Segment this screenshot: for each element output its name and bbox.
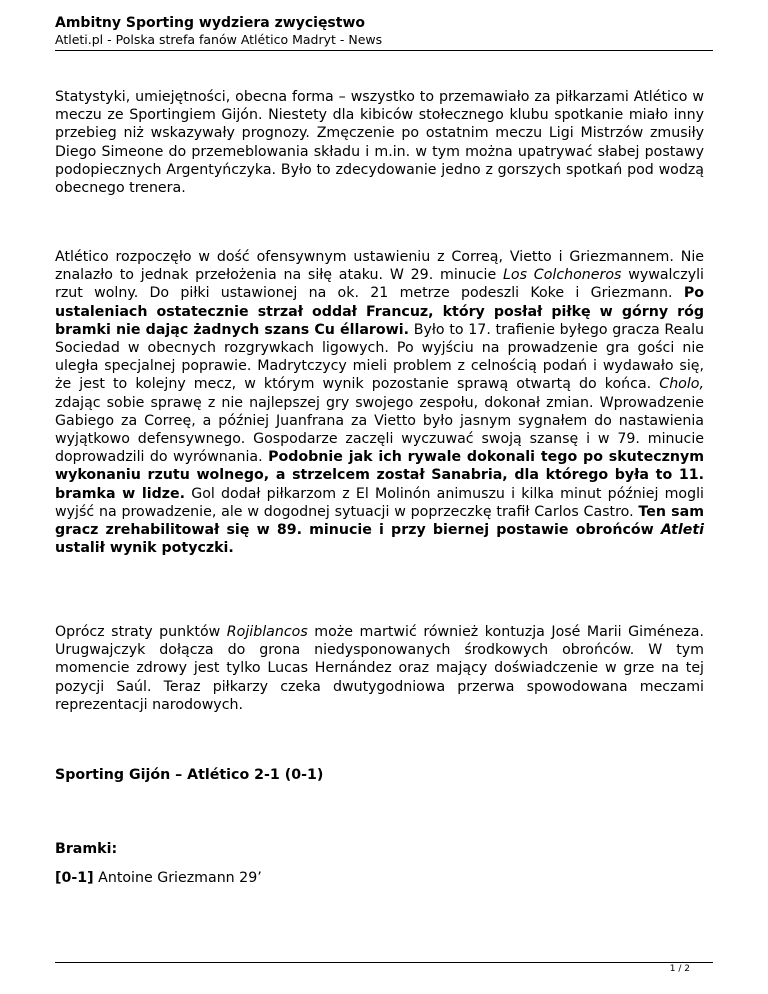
text-segment: wywalczyli rzut wolny. Do piłki ustawionej na ok. 21 metrze podeszli Koke i Griezmann. bbox=[55, 267, 704, 302]
result-text: Sporting Gijón – Atlético 2-1 (0-1) bbox=[55, 767, 324, 783]
article-body bbox=[55, 88, 705, 886]
paragraph-match-report bbox=[55, 248, 704, 557]
bold-segment: Po ustaleniach ostatecznie strzał oddał Francuz, który posłał piłkę w górny róg bramki nie dając żadnych szans Cu éllarowi. bbox=[55, 285, 704, 338]
italic-segment: Atleti bbox=[660, 522, 704, 539]
goals-heading bbox=[55, 840, 704, 858]
italic-segment: Rojiblancos bbox=[226, 624, 308, 640]
text-segment: Było to 17. trafienie byłego gracza Realu Sociedad w obecnych rozgrywkach ligowych. Po wyjściu na prowadzenie gra gości nie uległa specjalnej poprawie. Madrytczycy mieli problem z celnością podań i wydawało się, że jest to kolejny mecz, w którym wynik pozostanie sprawą otwartą do końca. bbox=[55, 321, 705, 393]
site-subtitle: Atleti.pl - Polska strefa fanów Atlético Madryt - News bbox=[55, 32, 383, 47]
goal-scorer: Antoine Griezmann 29’ bbox=[93, 870, 262, 886]
text-segment: zdając sobie sprawę z nie najlepszej gry swojego zespołu, dokonał zmian. Wprowadzenie Gabiego za Correę, a później Juanfrana za Vietto było jasnym sygnałem do nastawienia wyjątkowo defensywnego. Gospodarze zaczęli wyczuwać swoją szansę i w 79. minucie doprowadzili do wyrównania. bbox=[55, 394, 704, 466]
text-segment: Atlético rozpoczęło w dość ofensywnym ustawieniu z Correą, Vietto i Griezmannem. Nie znalazło to jednak przełożenia na siłę ataku. W 29. minucie bbox=[55, 249, 704, 284]
goal-score: [0-1] bbox=[55, 870, 94, 886]
header-divider bbox=[55, 50, 713, 51]
bold-segment: ustalił wynik potyczki. bbox=[55, 540, 234, 557]
page-number: 1 / 2 bbox=[669, 964, 690, 974]
bold-segment: Podobnie jak ich rywale dokonali tego po skutecznym wykonaniu rzutu wolnego, a strzelcem został Sanabria, dla którego była to 11. bramka w lidze. bbox=[55, 449, 704, 502]
text-segment: Oprócz straty punktów bbox=[55, 624, 227, 640]
italic-segment: Los Colchoneros bbox=[503, 267, 622, 284]
bold-italic-segment bbox=[661, 522, 704, 538]
paragraph-injury bbox=[55, 623, 704, 714]
text-segment: Gol dodał piłkarzom z El Molinón animuszu i kilka minut później mogli wyjść na prowadzenie, ale w dogodnej sytuacji w poprzeczkę trafił Carlos Castro. bbox=[55, 485, 705, 520]
goals-heading-text: Bramki: bbox=[55, 841, 118, 857]
italic-segment: Cholo, bbox=[659, 376, 704, 393]
match-result bbox=[55, 766, 704, 784]
footer-divider bbox=[55, 962, 713, 963]
bold-segment: Ten sam gracz zrehabilitował się w 89. minucie i przy biernej postawie obrońców bbox=[55, 503, 704, 539]
page-header bbox=[55, 14, 713, 48]
text-segment: może martwić również kontuzja José Marii Giméneza. Urugwajczyk dołącza do grona niedysponowanych środkowych obrońców. W tym momencie zdrowy jest tylko Lucas Hernández oraz mający doświadczenie w grze na tej pozycji Saúl. Teraz piłkarzy czeka dwutygodniowa przerwa spowodowana meczami reprezentacji narodowych. bbox=[55, 624, 704, 713]
paragraph-intro: Statystyki, umiejętności, obecna forma – wszystko to przemawiało za piłkarzami Atlético w meczu ze Sportingiem Gijón. Niestety dla kibiców stołecznego klubu spotkanie miało inny przebieg niż wskazywały prognozy. Zmęczenie po ostatnim meczu Ligi Mistrzów zmusiły Diego Simeone do przemeblowania składu i m.in. w tym można upatrywać słabej postawy podopiecznych Argentyńczyka. Było to zdecydowanie jedno z gorszych spotkań pod wodzą obecnego trenera. bbox=[55, 89, 704, 197]
article-title: Ambitny Sporting wydziera zwycięstwo bbox=[55, 15, 366, 31]
goal-entry bbox=[55, 869, 704, 887]
